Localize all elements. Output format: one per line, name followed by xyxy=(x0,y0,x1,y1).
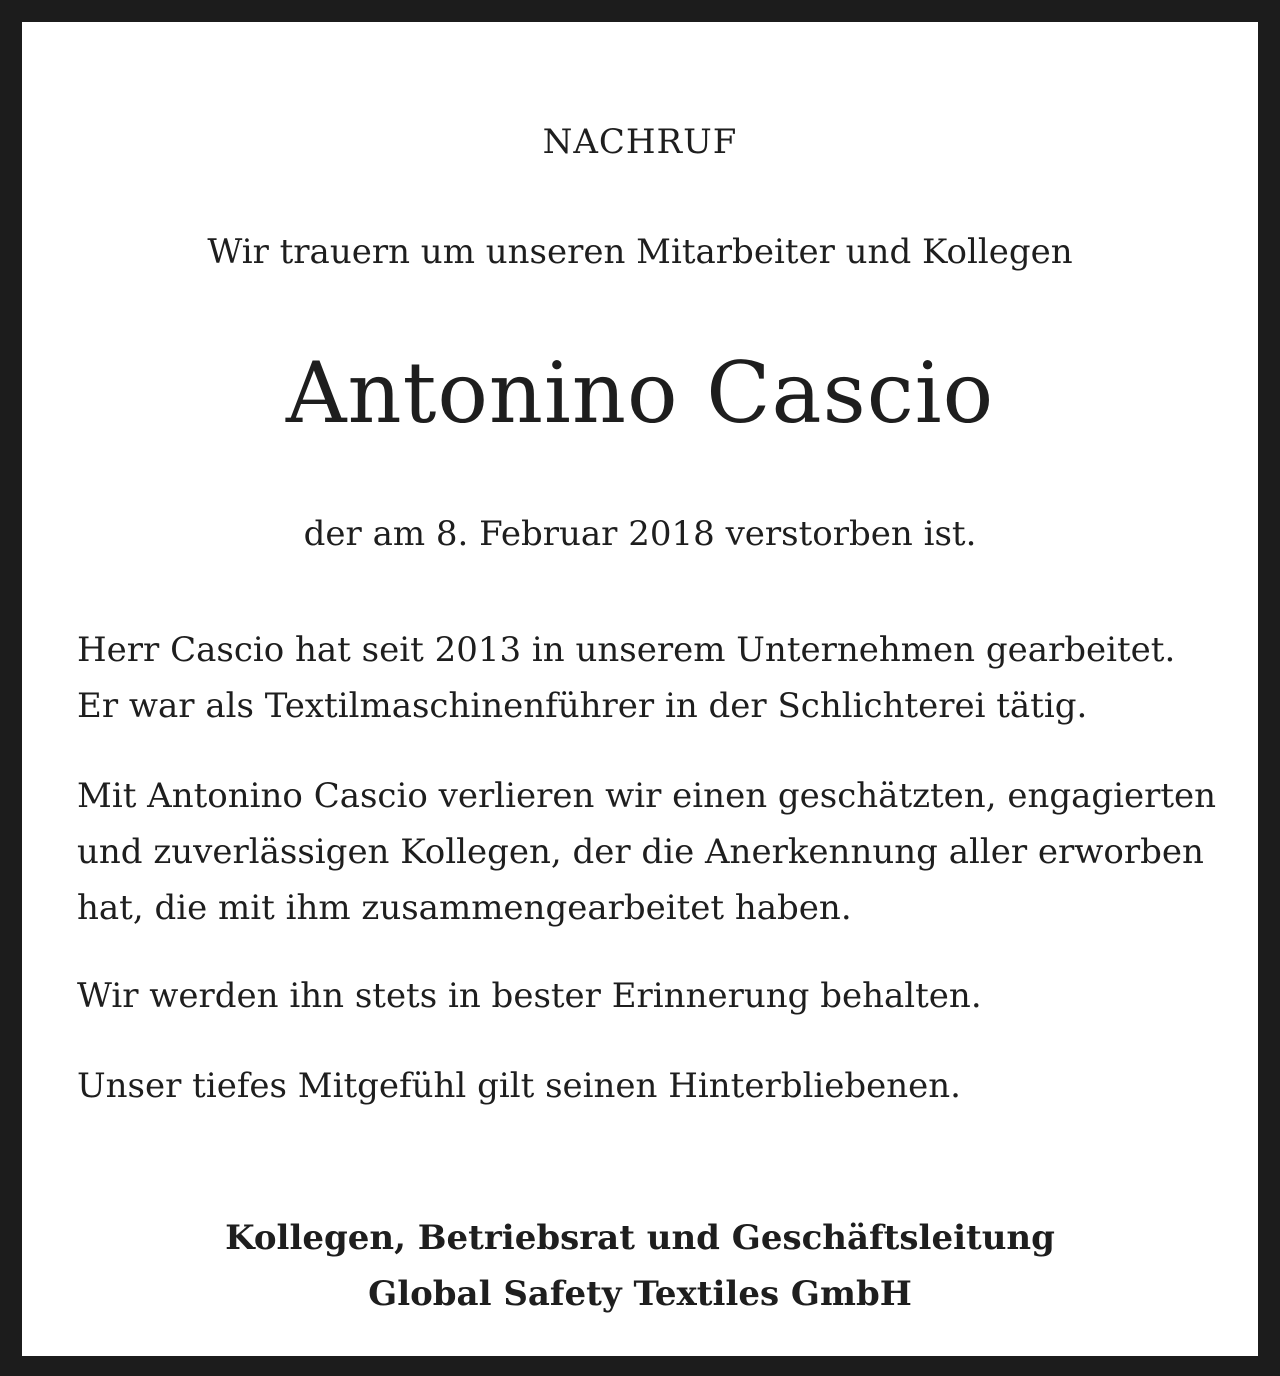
paragraph-line: Herr Cascio hat seit 2013 in unserem Unternehmen gearbeitet. xyxy=(77,630,1176,670)
signature-line-company: Global Safety Textiles GmbH xyxy=(368,1274,912,1314)
paragraph-remembrance xyxy=(77,968,1217,1024)
paragraph-line: Er war als Textilmaschinenführer in der Schlichterei tätig. xyxy=(77,686,1088,726)
paragraph-tribute xyxy=(77,768,1217,936)
paragraph-line: und zuverlässigen Kollegen, der die Anerkennung aller erworben xyxy=(77,832,1204,872)
date-of-death-line: der am 8. Februar 2018 verstorben ist. xyxy=(303,514,977,554)
paragraph-condolence xyxy=(77,1058,1217,1114)
paragraph-line: Wir werden ihn stets in bester Erinnerung behalten. xyxy=(77,976,982,1016)
intro-line: Wir trauern um unseren Mitarbeiter und Kollegen xyxy=(207,232,1073,272)
signature-line-groups: Kollegen, Betriebsrat und Geschäftsleitung xyxy=(225,1218,1055,1258)
paragraph-line: hat, die mit ihm zusammengearbeitet haben. xyxy=(77,888,852,928)
paragraph-line: Unser tiefes Mitgefühl gilt seinen Hinterbliebenen. xyxy=(77,1066,961,1106)
signature-block xyxy=(22,1210,1258,1322)
paragraph-line: Mit Antonino Cascio verlieren wir einen geschätzten, engagierten xyxy=(77,776,1217,816)
deceased-name: Antonino Cascio xyxy=(285,344,995,442)
paragraph-employment xyxy=(77,622,1217,734)
obituary-notice xyxy=(22,22,1258,1356)
notice-heading: NACHRUF xyxy=(542,122,738,162)
